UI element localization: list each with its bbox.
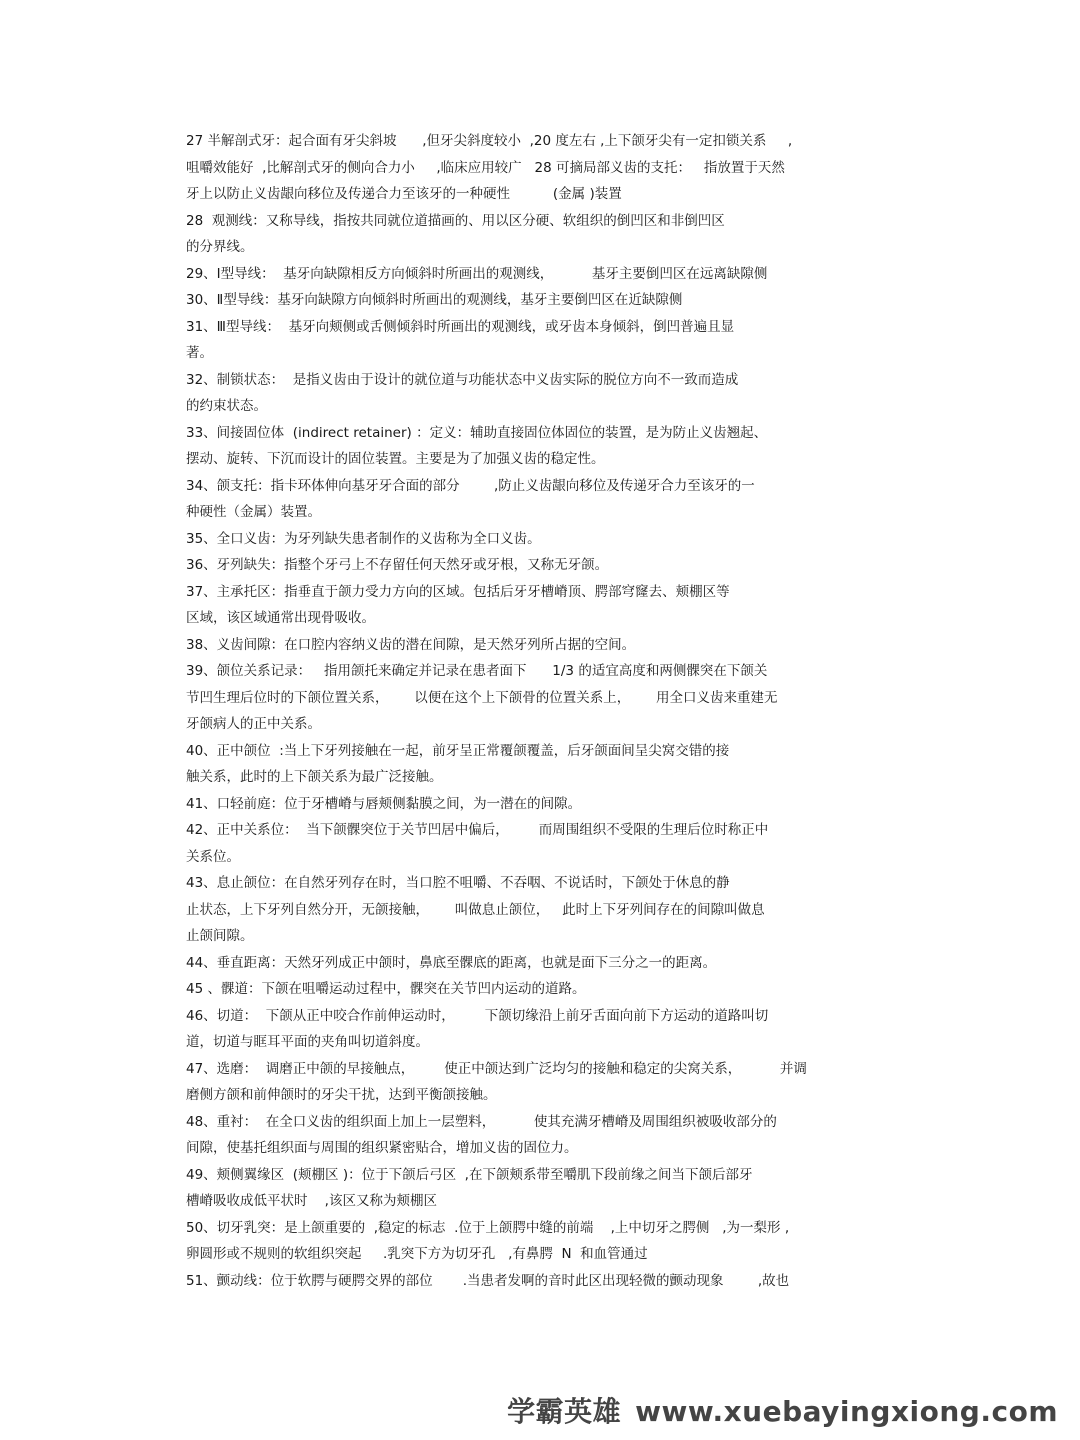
text-line: 50、切牙乳突：是上颌重要的 ,稳定的标志 .位于上颌腭中缝的前端 ,上中切牙之腭侧 ,为一梨形 ,: [186, 1219, 790, 1236]
text-line: 42、正中关系位： 当下颌髁突位于关节凹居中偏后， 而周围组织不受限的生理后位时称正中: [186, 822, 769, 838]
text-line: 46、切道： 下颌从正中咬合作前伸运动时， 下颌切缘沿上前牙舌面向前下方运动的道路叫切: [186, 1007, 769, 1024]
text-line: 31、Ⅲ型导线： 基牙向颊侧或舌侧倾斜时所画出的观测线，或牙齿本身倾斜，倒凹普遍且显: [186, 318, 735, 335]
text-line: 的分界线。: [186, 239, 254, 255]
text-line: 28 观测线：又称导线，指按共同就位道描画的、用以区分硬、软组织的倒凹区和非倒凹区: [186, 212, 725, 229]
text-line: 38、义齿间隙：在口腔内容纳义齿的潜在间隙，是天然牙列所占据的空间。: [186, 636, 636, 653]
text-line: 29、Ⅰ型导线： 基牙向缺隙相反方向倾斜时所画出的观测线， 基牙主要倒凹区在远离缺隙侧: [186, 265, 768, 282]
text-line: 节凹生理后位时的下颌位置关系， 以便在这个上下颌骨的位置关系上， 用全口义齿来重建无: [186, 689, 778, 706]
text-line: 触关系，此时的上下颌关系为最广泛接触。: [186, 769, 443, 785]
text-line: 咀嚼效能好 ,比解剖式牙的侧向合力小 ,临床应用较广 28 可摘局部义齿的支托： 指放置于天然: [186, 159, 785, 176]
text-line: 39、颌位关系记录： 指用颌托来确定并记录在患者面下 1/3 的适宜高度和两侧髁突在下颌关: [186, 663, 768, 679]
text-line: 卵圆形或不规则的软组织突起 .乳突下方为切牙孔 ,有鼻腭 N 和血管通过: [186, 1246, 648, 1262]
watermark-brand: 学霸英雄: [507, 1395, 622, 1428]
text-line: 47、选磨： 调磨正中颌的早接触点， 使正中颌达到广泛均匀的接触和稳定的尖窝关系， 并调: [186, 1060, 807, 1077]
document-body: [186, 128, 896, 1321]
text-line: 牙颌病人的正中关系。: [186, 716, 321, 732]
text-line: 槽嵴吸收成低平状时 ,该区又称为颊棚区: [186, 1193, 437, 1209]
text-line: 34、颌支托：指卡环体伸向基牙牙合面的部分 ,防止义齿龈向移位及传递牙合力至该牙的一: [186, 477, 755, 494]
text-line: 49、颊侧翼缘区 (颊棚区 )：位于下颌后弓区 ,在下颌颊系带至嚼肌下段前缘之间当下颌后部牙: [186, 1166, 753, 1183]
text-line: 43、息止颌位：在自然牙列存在时，当口腔不咀嚼、不吞咽、不说话时，下颌处于休息的静: [186, 875, 730, 891]
text-line: 间隙，使基托组织面与周围的组织紧密贴合，增加义齿的固位力。: [186, 1140, 578, 1156]
text-line: 的约束状态。: [186, 398, 267, 414]
text-line: 33、间接固位体 (indirect retainer) ：定义：辅助直接固位体固位的装置，是为防止义齿翘起、: [186, 424, 768, 441]
text-line: [186, 1294, 896, 1321]
site-watermark: [507, 1390, 1058, 1430]
text-line: 44、垂直距离：天然牙列成正中颌时，鼻底至髁底的距离，也就是面下三分之一的距离。: [186, 954, 717, 971]
text-line: 27 半解剖式牙：起合面有牙尖斜坡 ,但牙尖斜度较小 ,20 度左右 ,上下颌牙尖有一定扣锁关系 ,: [186, 133, 793, 149]
text-line: 著。: [186, 345, 213, 361]
text-line: 牙上以防止义齿龈向移位及传递合力至该牙的一种硬性 (金属 )装置: [186, 186, 622, 202]
text-line: 区域，该区域通常出现骨吸收。: [186, 610, 375, 626]
text-line: 道，切道与眶耳平面的夹角叫切道斜度。: [186, 1034, 429, 1050]
text-line: 关系位。: [186, 848, 240, 865]
text-line: 种硬性（金属）装置。: [186, 504, 321, 520]
text-line: 30、Ⅱ型导线：基牙向缺隙方向倾斜时所画出的观测线，基牙主要倒凹区在近缺隙侧: [186, 292, 683, 308]
text-line: 36、牙列缺失：指整个牙弓上不存留任何天然牙或牙根，又称无牙颌。: [186, 557, 609, 573]
text-line: 35、全口义齿：为牙列缺失患者制作的义齿称为全口义齿。: [186, 530, 541, 547]
text-line: 磨侧方颌和前伸颌时的牙尖干扰，达到平衡颌接触。: [186, 1087, 497, 1103]
text-line: 止状态，上下牙列自然分开，无颌接触， 叫做息止颌位， 此时上下牙列间存在的间隙叫做息: [186, 901, 765, 918]
text-line: 32、制锁状态： 是指义齿由于设计的就位道与功能状态中义齿实际的脱位方向不一致而造成: [186, 371, 739, 388]
text-line: 45 、髁道：下颌在咀嚼运动过程中，髁突在关节凹内运动的道路。: [186, 981, 586, 997]
text-line: 40、正中颌位 :当上下牙列接触在一起，前牙呈正常覆颌覆盖，后牙颌面间呈尖窝交错的接: [186, 742, 730, 759]
text-line: 摆动、旋转、下沉而设计的固位装置。主要是为了加强义齿的稳定性。: [186, 451, 605, 467]
text-line: 51、颤动线：位于软腭与硬腭交界的部位 .当患者发啊的音时此区出现轻微的颤动现象 ,故也: [186, 1272, 790, 1289]
text-line: 48、重衬： 在全口义齿的组织面上加上一层塑料， 使其充满牙槽嵴及周围组织被吸收部分的: [186, 1113, 777, 1130]
text-line: 止颌间隙。: [186, 928, 254, 944]
watermark-url: www.xuebayingxiong.com: [635, 1395, 1058, 1428]
text-line: 41、口轻前庭：位于牙槽嵴与唇颊侧黏膜之间，为一潜在的间隙。: [186, 795, 582, 812]
text-line: 37、主承托区：指垂直于颌力受力方向的区域。包括后牙牙槽嵴顶、腭部穹窿去、颊棚区等: [186, 583, 730, 600]
